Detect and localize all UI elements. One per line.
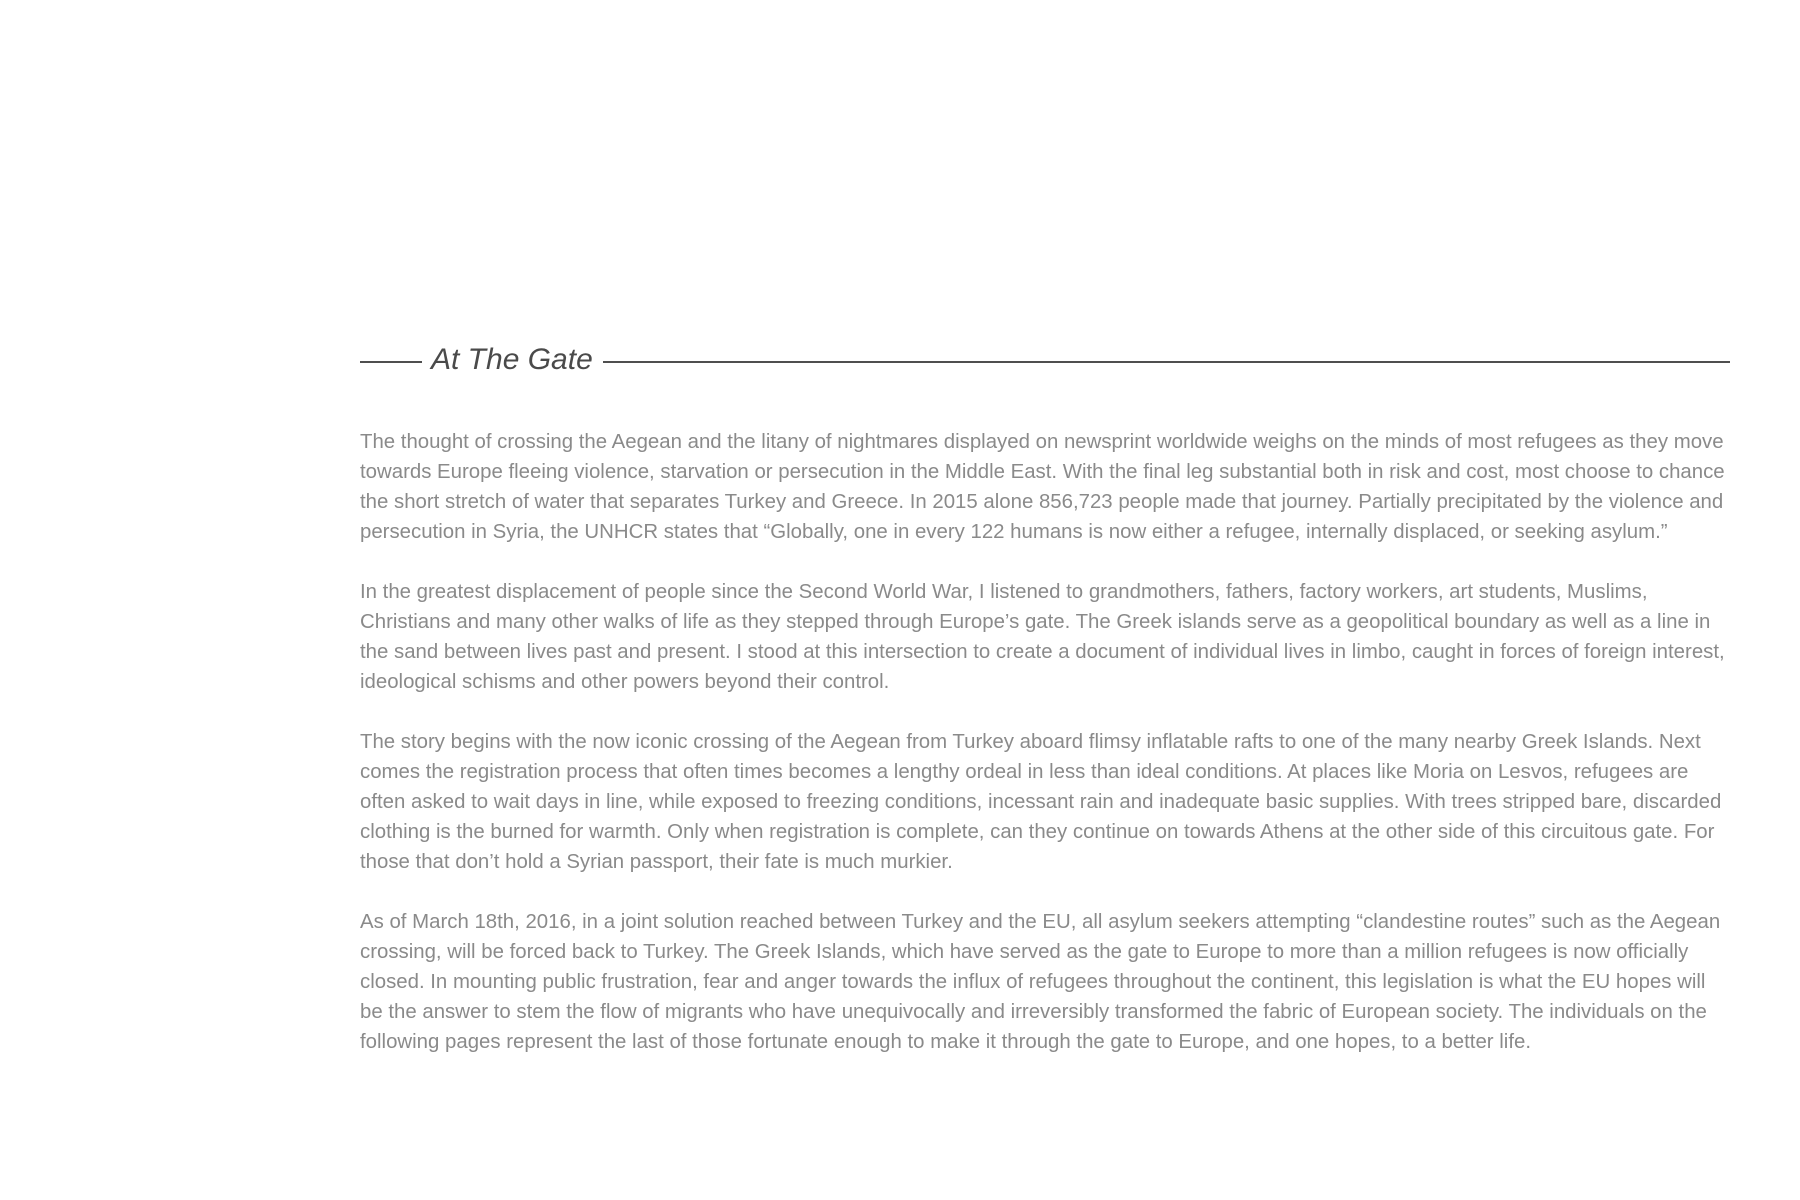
section-title: At The Gate: [431, 343, 593, 376]
paragraph-1: The thought of crossing the Aegean and the litany of nightmares displayed on newsprint worldwide weighs on the minds of most refugees as they move towards Europe fleeing violence, starvation or persecution in the Middle East. With the final leg substantial both in risk and cost, most choose to chance the short stretch of water that separates Turkey and Greece. In 2015 alone 856,723 people made that journey. Partially precipitated by the violence and persecution in Syria, the UNHCR states that “Globally, one in every 122 humans is now either a refugee, internally displaced, or seeking asylum.”: [360, 431, 1725, 543]
paragraph-2: In the greatest displacement of people since the Second World War, I listened to grandmothers, fathers, factory workers, art students, Muslims, Christians and many other walks of life as they stepped through Europe’s gate. The Greek islands serve as a geopolitical boundary as well as a line in the sand between lives past and present. I stood at this intersection to create a document of individual lives in limbo, caught in forces of foreign interest, ideological schisms and other powers beyond their control.: [360, 581, 1725, 693]
paragraph-4: As of March 18th, 2016, in a joint solution reached between Turkey and the EU, all asylum seekers attempting “clandestine routes” such as the Aegean crossing, will be forced back to Turkey. The Greek Islands, which have served as the gate to Europe to more than a million refugees is now officially closed. In mounting public frustration, fear and anger towards the influx of refugees throughout the continent, this legislation is what the EU hopes will be the answer to stem the flow of migrants who have unequivocally and irreversibly transformed the fabric of European society. The individuals on the following pages represent the last of those fortunate enough to make it through the gate to Europe, and one hopes, to a better life.: [360, 911, 1721, 1053]
heading-rule-right: [603, 361, 1730, 363]
essay-body: [360, 427, 1730, 1057]
section-heading: [360, 338, 1730, 382]
heading-rule-left: [360, 361, 422, 363]
paragraph-3: The story begins with the now iconic crossing of the Aegean from Turkey aboard flimsy inflatable rafts to one of the many nearby Greek Islands. Next comes the registration process that often times becomes a lengthy ordeal in less than ideal conditions. At places like Moria on Lesvos, refugees are often asked to wait days in line, while exposed to freezing conditions, incessant rain and inadequate basic supplies. With trees stripped bare, discarded clothing is the burned for warmth. Only when registration is complete, can they continue on towards Athens at the other side of this circuitous gate. For those that don’t hold a Syrian passport, their fate is much murkier.: [360, 731, 1722, 873]
essay-section: [360, 338, 1730, 1087]
